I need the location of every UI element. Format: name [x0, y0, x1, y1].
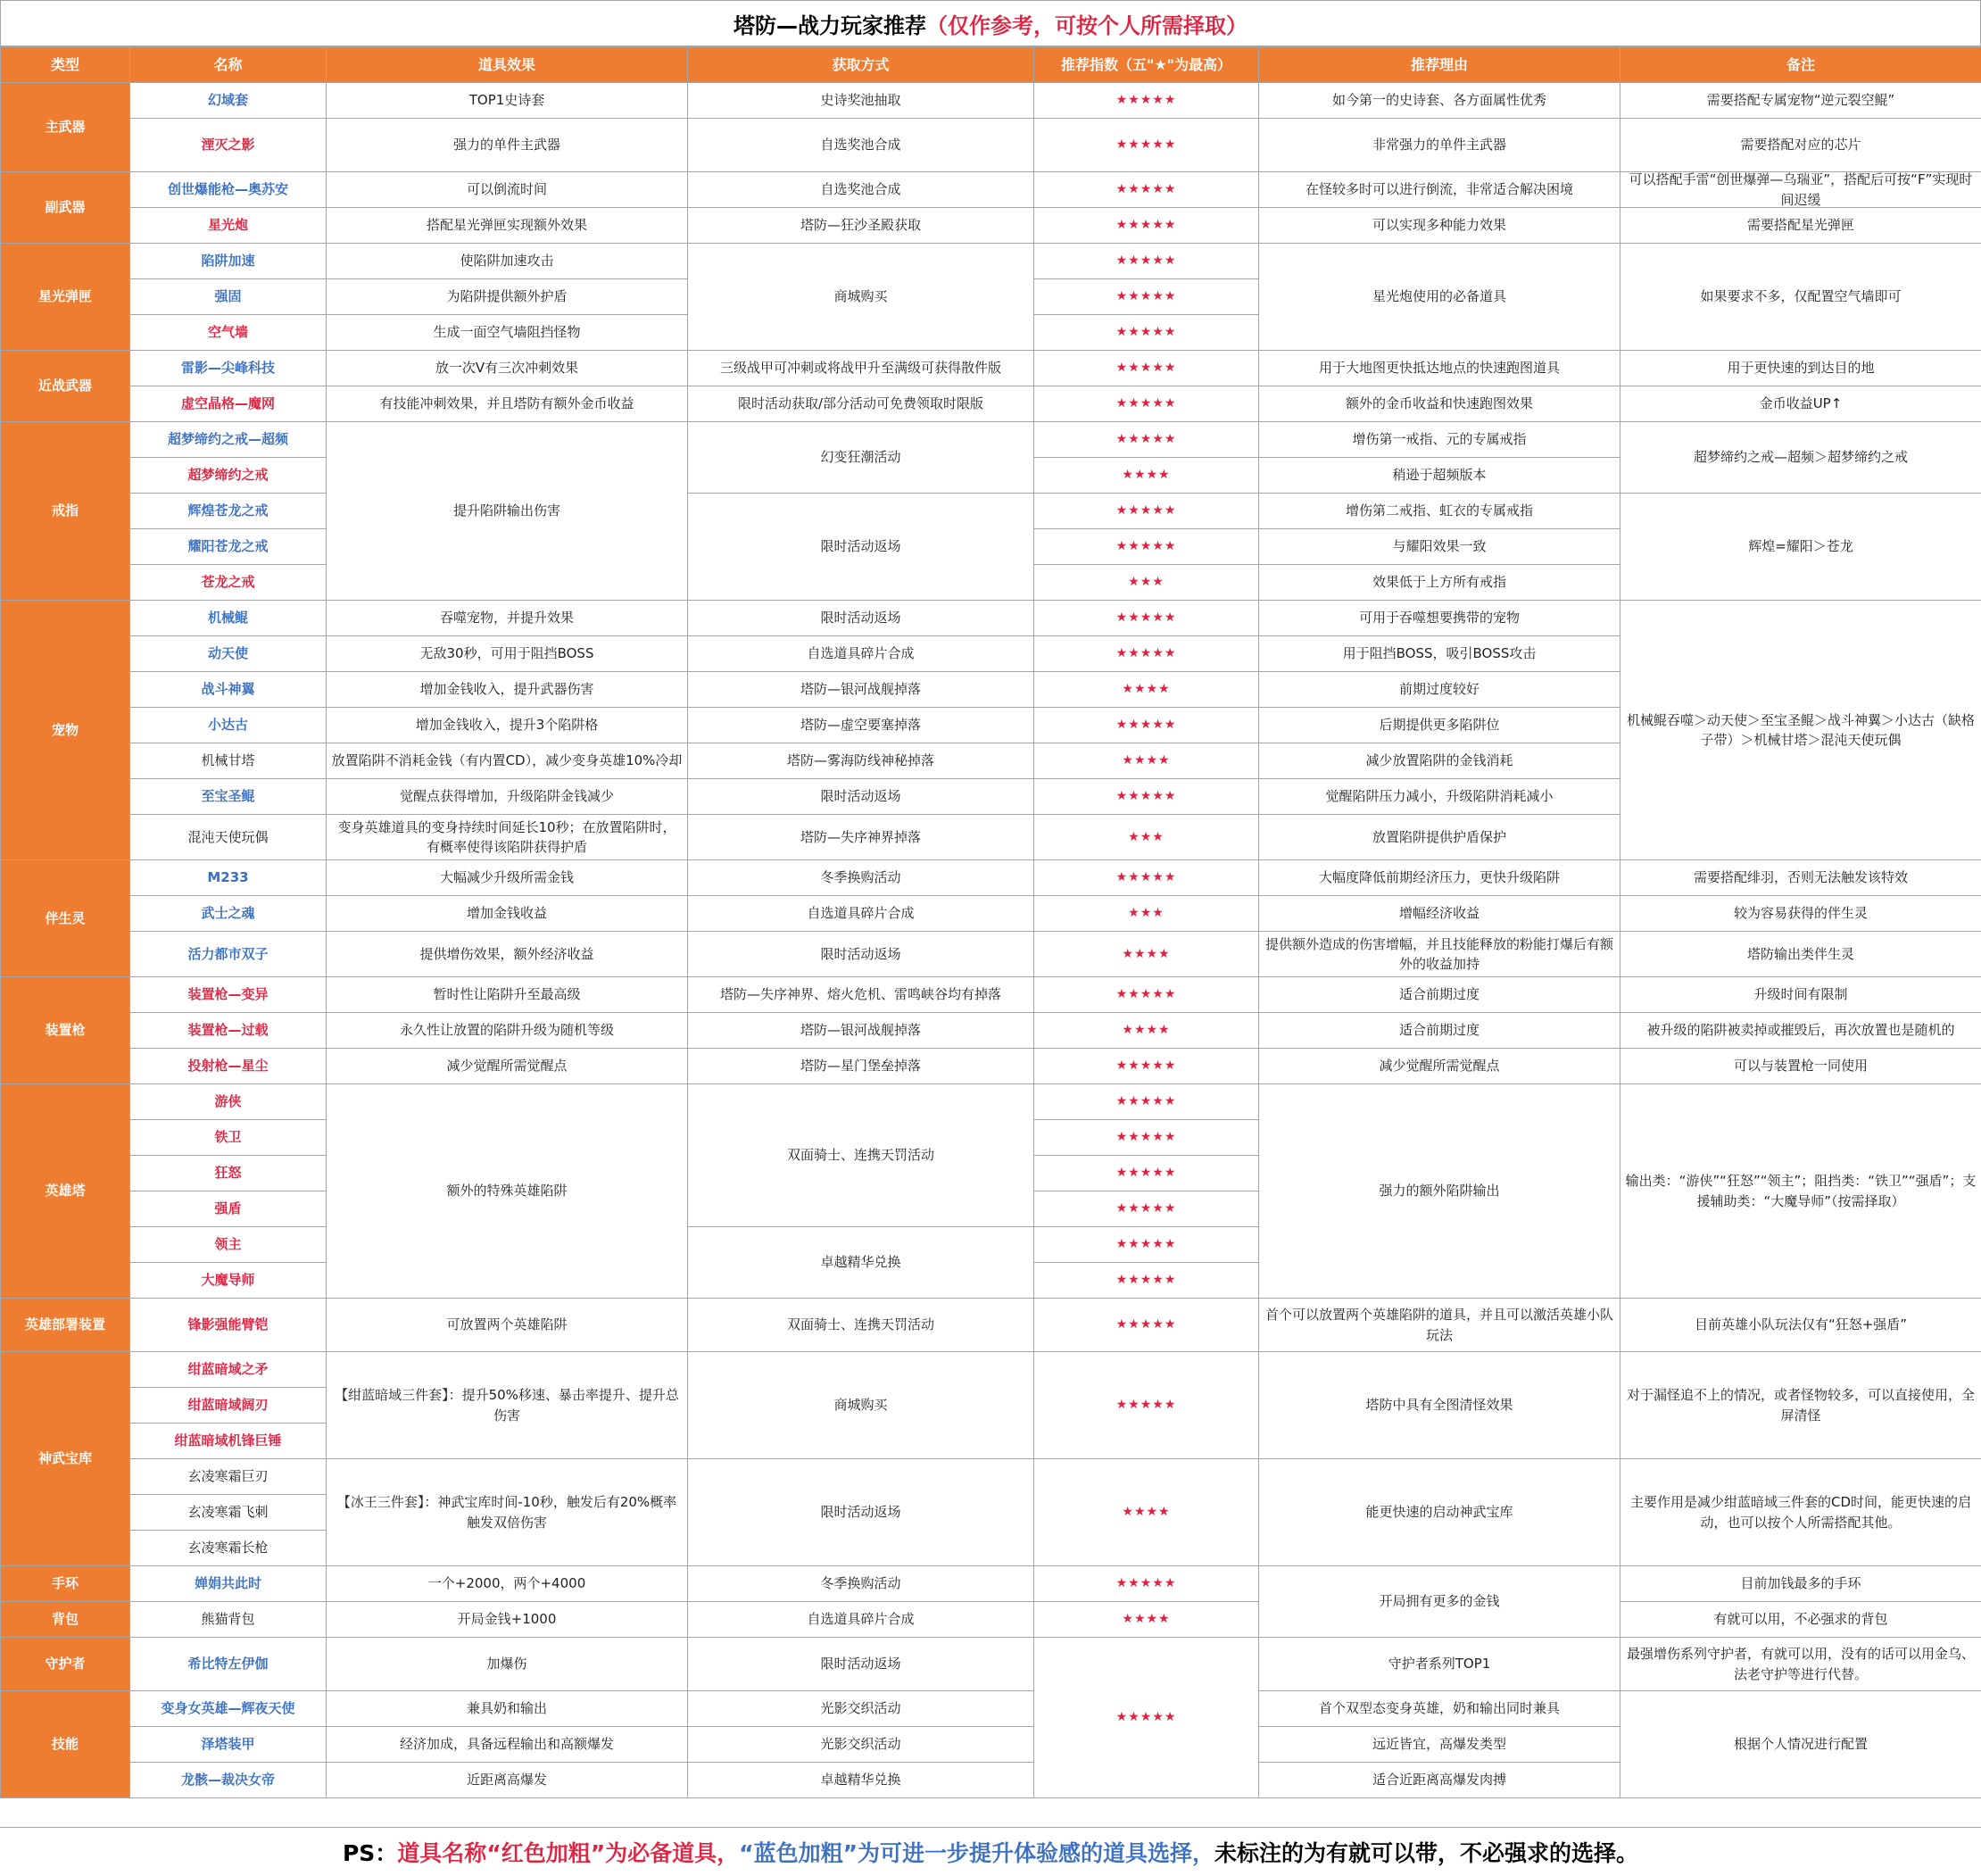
cell-source: 冬季换购活动 [688, 860, 1034, 896]
cell-rating: ★★★ [1034, 815, 1259, 860]
cell-type: 背包 [1, 1602, 130, 1638]
cell-effect: 提供增伤效果，额外经济收益 [327, 932, 688, 977]
cell-rating: ★★★★★ [1034, 1352, 1259, 1459]
cell-reason: 效果低于上方所有戒指 [1259, 565, 1620, 601]
title-main: 塔防—战力玩家推荐 [734, 12, 926, 38]
cell-name: 绀蓝暗域阔刃 [130, 1388, 327, 1424]
cell-source: 塔防—虚空要塞掉落 [688, 708, 1034, 743]
cell-effect: 搭配星光弹匣实现额外效果 [327, 208, 688, 244]
cell-source: 光影交织活动 [688, 1727, 1034, 1763]
cell-effect: 可放置两个英雄陷阱 [327, 1299, 688, 1352]
cell-reason: 守护者系列TOP1 [1259, 1638, 1620, 1691]
cell-source: 卓越精华兑换 [688, 1763, 1034, 1798]
cell-name: 变身女英雄—辉夜天使 [130, 1691, 327, 1727]
cell-remark: 塔防输出类伴生灵 [1620, 932, 1981, 977]
cell-rating: ★★★★★ [1034, 494, 1259, 529]
cell-reason: 如今第一的史诗套、各方面属性优秀 [1259, 83, 1620, 119]
cell-remark: 最强增伤系列守护者，有就可以用，没有的话可以用金乌、法老守护等进行代替。 [1620, 1638, 1981, 1691]
cell-name: 机械鲲 [130, 601, 327, 636]
cell-source: 限时活动返场 [688, 1638, 1034, 1691]
cell-remark: 输出类：“游侠”“狂怒”“领主”；阻挡类：“铁卫”“强盾”；支援辅助类：“大魔导师”（按需择取） [1620, 1084, 1981, 1299]
cell-rating: ★★★ [1034, 896, 1259, 932]
cell-source: 冬季换购活动 [688, 1566, 1034, 1602]
cell-rating: ★★★★★ [1034, 422, 1259, 458]
cell-name: 空气墙 [130, 315, 327, 351]
cell-remark: 用于更快速的到达目的地 [1620, 351, 1981, 386]
cell-source: 塔防—狂沙圣殿获取 [688, 208, 1034, 244]
cell-name: 玄凌寒霜长枪 [130, 1531, 327, 1566]
cell-remark: 机械鲲吞噬＞动天使＞至宝圣鲲＞战斗神翼＞小达古（缺格子带）＞机械甘塔＞混沌天使玩偶 [1620, 601, 1981, 860]
cell-reason: 减少觉醒所需觉醒点 [1259, 1049, 1620, 1084]
cell-remark: 主要作用是减少绀蓝暗域三件套的CD时间，能更快速的启动，也可以按个人所需搭配其他。 [1620, 1459, 1981, 1566]
cell-rating: ★★★★★ [1034, 386, 1259, 422]
cell-reason: 远近皆宜，高爆发类型 [1259, 1727, 1620, 1763]
cell-type: 技能 [1, 1691, 130, 1798]
cell-name: 苍龙之戒 [130, 565, 327, 601]
cell-name: 领主 [130, 1227, 327, 1263]
cell-reason: 减少放置陷阱的金钱消耗 [1259, 743, 1620, 779]
cell-source: 商城购买 [688, 244, 1034, 351]
cell-effect: 加爆伤 [327, 1638, 688, 1691]
cell-reason: 非常强力的单件主武器 [1259, 119, 1620, 172]
cell-rating: ★★★★★ [1034, 601, 1259, 636]
header-effect: 道具效果 [327, 47, 688, 83]
header-remark: 备注 [1620, 47, 1981, 83]
cell-name: 武士之魂 [130, 896, 327, 932]
cell-remark: 需要搭配星光弹匣 [1620, 208, 1981, 244]
cell-source: 光影交织活动 [688, 1691, 1034, 1727]
cell-remark: 较为容易获得的伴生灵 [1620, 896, 1981, 932]
cell-rating: ★★★★★ [1034, 83, 1259, 119]
cell-reason: 增伤第二戒指、虹衣的专属戒指 [1259, 494, 1620, 529]
cell-source: 自选奖池合成 [688, 119, 1034, 172]
cell-name: 辉煌苍龙之戒 [130, 494, 327, 529]
footer-blue-part: “蓝色加粗”为可进一步提升体验感的道具选择， [739, 1840, 1215, 1866]
cell-rating: ★★★★★ [1034, 315, 1259, 351]
cell-reason: 放置陷阱提供护盾保护 [1259, 815, 1620, 860]
cell-source: 商城购买 [688, 1352, 1034, 1459]
cell-effect: 【冰王三件套】：神武宝库时间-10秒，触发后有20%概率触发双倍伤害 [327, 1459, 688, 1566]
cell-rating: ★★★★★ [1034, 779, 1259, 815]
cell-effect: 使陷阱加速攻击 [327, 244, 688, 279]
cell-effect: 放一次V有三次冲刺效果 [327, 351, 688, 386]
cell-effect: 减少觉醒所需觉醒点 [327, 1049, 688, 1084]
cell-reason: 可用于吞噬想要携带的宠物 [1259, 601, 1620, 636]
cell-name: 装置枪—变异 [130, 977, 327, 1013]
cell-remark: 目前加钱最多的手环 [1620, 1566, 1981, 1602]
cell-remark: 如果要求不多，仅配置空气墙即可 [1620, 244, 1981, 351]
cell-effect: 增加金钱收入，提升3个陷阱格 [327, 708, 688, 743]
cell-remark: 需要搭配对应的芯片 [1620, 119, 1981, 172]
cell-name: 绀蓝暗域之矛 [130, 1352, 327, 1388]
cell-reason: 开局拥有更多的金钱 [1259, 1566, 1620, 1638]
cell-reason: 大幅度降低前期经济压力，更快升级陷阱 [1259, 860, 1620, 896]
cell-type: 星光弹匣 [1, 244, 130, 351]
cell-remark: 对于漏怪追不上的情况，或者怪物较多，可以直接使用，全屏清怪 [1620, 1352, 1981, 1459]
cell-remark: 可以与装置枪一同使用 [1620, 1049, 1981, 1084]
cell-source: 塔防—银河战舰掉落 [688, 672, 1034, 708]
cell-rating: ★★★★★ [1034, 977, 1259, 1013]
cell-name: 锋影强能臂铠 [130, 1299, 327, 1352]
cell-name: 战斗神翼 [130, 672, 327, 708]
footer-red-part: 道具名称“红色加粗”为必备道具， [397, 1840, 740, 1866]
cell-rating: ★★★★★ [1034, 1263, 1259, 1299]
cell-name: 装置枪—过载 [130, 1013, 327, 1049]
cell-name: 大魔导师 [130, 1263, 327, 1299]
cell-reason: 增伤第一戒指、元的专属戒指 [1259, 422, 1620, 458]
cell-rating: ★★★★★ [1034, 1049, 1259, 1084]
cell-name: 婵娟共此时 [130, 1566, 327, 1602]
cell-name: 活力都市双子 [130, 932, 327, 977]
cell-source: 限时活动获取/部分活动可免费领取时限版 [688, 386, 1034, 422]
cell-effect: 强力的单件主武器 [327, 119, 688, 172]
header-name: 名称 [130, 47, 327, 83]
cell-rating: ★★★★★ [1034, 208, 1259, 244]
footer-note [0, 1827, 1981, 1876]
cell-source: 限时活动返场 [688, 1459, 1034, 1566]
cell-reason: 适合前期过度 [1259, 977, 1620, 1013]
cell-name: 泽塔装甲 [130, 1727, 327, 1763]
cell-source: 自选道具碎片合成 [688, 1602, 1034, 1638]
cell-rating: ★★★★★ [1034, 1084, 1259, 1120]
cell-source: 塔防—雾海防线神秘掉落 [688, 743, 1034, 779]
cell-name: 机械甘塔 [130, 743, 327, 779]
cell-effect: 额外的特殊英雄陷阱 [327, 1084, 688, 1299]
cell-rating: ★★★ [1034, 565, 1259, 601]
cell-rating: ★★★★ [1034, 1459, 1259, 1566]
cell-rating: ★★★★ [1034, 743, 1259, 779]
cell-source: 塔防—失序神界、熔火危机、雷鸣峡谷均有掉落 [688, 977, 1034, 1013]
cell-rating: ★★★★★ [1034, 1299, 1259, 1352]
cell-source: 自选奖池合成 [688, 172, 1034, 208]
cell-name: 强盾 [130, 1191, 327, 1227]
cell-effect: 无敌30秒，可用于阻挡BOSS [327, 636, 688, 672]
cell-name: 湮灭之影 [130, 119, 327, 172]
cell-source: 自选道具碎片合成 [688, 636, 1034, 672]
cell-name: 强固 [130, 279, 327, 315]
cell-effect: 永久性让放置的陷阱升级为随机等级 [327, 1013, 688, 1049]
cell-effect: 增加金钱收入，提升武器伤害 [327, 672, 688, 708]
cell-effect: 为陷阱提供额外护盾 [327, 279, 688, 315]
cell-name: 星光炮 [130, 208, 327, 244]
cell-rating: ★★★★★ [1034, 244, 1259, 279]
cell-name: 创世爆能枪—奥苏安 [130, 172, 327, 208]
cell-reason: 稍逊于超频版本 [1259, 458, 1620, 494]
cell-effect: 可以倒流时间 [327, 172, 688, 208]
cell-rating: ★★★★ [1034, 932, 1259, 977]
cell-rating: ★★★★★ [1034, 279, 1259, 315]
cell-source: 限时活动返场 [688, 932, 1034, 977]
cell-remark: 辉煌=耀阳＞苍龙 [1620, 494, 1981, 601]
header-type: 类型 [1, 47, 130, 83]
cell-rating: ★★★★★ [1034, 351, 1259, 386]
cell-type: 主武器 [1, 83, 130, 172]
cell-name: 小达古 [130, 708, 327, 743]
cell-reason: 提供额外造成的伤害增幅，并且技能释放的粉能打爆后有额外的收益加持 [1259, 932, 1620, 977]
cell-type: 副武器 [1, 172, 130, 244]
cell-remark: 需要搭配绯羽，否则无法触发该特效 [1620, 860, 1981, 896]
cell-name: 动天使 [130, 636, 327, 672]
cell-rating: ★★★★★ [1034, 1156, 1259, 1191]
cell-source: 限时活动返场 [688, 779, 1034, 815]
cell-effect: 暂时性让陷阱升至最高级 [327, 977, 688, 1013]
cell-reason: 适合近距离高爆发肉搏 [1259, 1763, 1620, 1798]
cell-name: 虚空晶格—魔网 [130, 386, 327, 422]
cell-remark: 可以搭配手雷“创世爆弹—乌瑞亚”，搭配后可按“F”实现时间迟缓 [1620, 172, 1981, 208]
cell-effect: 【绀蓝暗域三件套】：提升50%移速、暴击率提升、提升总伤害 [327, 1352, 688, 1459]
cell-type: 近战武器 [1, 351, 130, 422]
cell-reason: 额外的金币收益和快速跑图效果 [1259, 386, 1620, 422]
cell-name: 超梦缔约之戒—超频 [130, 422, 327, 458]
cell-effect: 放置陷阱不消耗金钱（有内置CD），减少变身英雄10%冷却 [327, 743, 688, 779]
cell-rating: ★★★★★ [1034, 708, 1259, 743]
cell-type: 英雄部署装置 [1, 1299, 130, 1352]
cell-name: 游侠 [130, 1084, 327, 1120]
cell-name: 陷阱加速 [130, 244, 327, 279]
cell-reason: 强力的额外陷阱输出 [1259, 1084, 1620, 1299]
cell-source: 幻变狂潮活动 [688, 422, 1034, 494]
cell-rating: ★★★★★ [1034, 119, 1259, 172]
cell-rating: ★★★★★ [1034, 172, 1259, 208]
cell-rating: ★★★★ [1034, 1602, 1259, 1638]
cell-name: 铁卫 [130, 1120, 327, 1156]
cell-type: 手环 [1, 1566, 130, 1602]
cell-type: 戒指 [1, 422, 130, 601]
title-note: （仅作参考，可按个人所需择取） [926, 12, 1247, 38]
cell-name: 雷影—尖峰科技 [130, 351, 327, 386]
cell-effect: 经济加成，具备远程输出和高额爆发 [327, 1727, 688, 1763]
cell-effect: 提升陷阱输出伤害 [327, 422, 688, 601]
cell-effect: 觉醒点获得增加，升级陷阱金钱减少 [327, 779, 688, 815]
cell-effect: 有技能冲刺效果，并且塔防有额外金币收益 [327, 386, 688, 422]
cell-reason: 前期过度较好 [1259, 672, 1620, 708]
recommendation-table [0, 46, 1981, 1798]
cell-rating: ★★★★ [1034, 458, 1259, 494]
cell-effect: 近距离高爆发 [327, 1763, 688, 1798]
cell-name: M233 [130, 860, 327, 896]
cell-rating: ★★★★★ [1034, 1120, 1259, 1156]
cell-reason: 首个双型态变身英雄，奶和输出同时兼具 [1259, 1691, 1620, 1727]
cell-name: 超梦缔约之戒 [130, 458, 327, 494]
cell-rating: ★★★★★ [1034, 636, 1259, 672]
cell-reason: 首个可以放置两个英雄陷阱的道具，并且可以激活英雄小队玩法 [1259, 1299, 1620, 1352]
cell-source: 塔防—失序神界掉落 [688, 815, 1034, 860]
cell-source: 自选道具碎片合成 [688, 896, 1034, 932]
cell-name: 绀蓝暗域机锋巨锤 [130, 1424, 327, 1459]
cell-effect: 吞噬宠物，并提升效果 [327, 601, 688, 636]
cell-source: 双面骑士、连携天罚活动 [688, 1084, 1034, 1227]
cell-remark: 超梦缔约之戒—超频＞超梦缔约之戒 [1620, 422, 1981, 494]
cell-remark: 金币收益UP↑ [1620, 386, 1981, 422]
cell-rating: ★★★★★ [1034, 1191, 1259, 1227]
cell-reason: 可以实现多种能力效果 [1259, 208, 1620, 244]
cell-rating: ★★★★★ [1034, 1638, 1259, 1798]
cell-name: 玄凌寒霜巨刃 [130, 1459, 327, 1495]
cell-remark: 目前英雄小队玩法仅有“狂怒+强盾” [1620, 1299, 1981, 1352]
cell-source: 双面骑士、连携天罚活动 [688, 1299, 1034, 1352]
cell-source: 限时活动返场 [688, 601, 1034, 636]
cell-name: 狂怒 [130, 1156, 327, 1191]
cell-reason: 适合前期过度 [1259, 1013, 1620, 1049]
cell-name: 玄凌寒霜飞刺 [130, 1495, 327, 1531]
page-title [0, 0, 1981, 46]
cell-source: 卓越精华兑换 [688, 1227, 1034, 1299]
cell-type: 宠物 [1, 601, 130, 860]
cell-reason: 增幅经济收益 [1259, 896, 1620, 932]
cell-name: 耀阳苍龙之戒 [130, 529, 327, 565]
cell-source: 限时活动返场 [688, 494, 1034, 601]
cell-reason: 塔防中具有全图清怪效果 [1259, 1352, 1620, 1459]
cell-reason: 后期提供更多陷阱位 [1259, 708, 1620, 743]
cell-effect: 变身英雄道具的变身持续时间延长10秒；在放置陷阱时，有概率使得该陷阱获得护盾 [327, 815, 688, 860]
cell-name: 至宝圣鲲 [130, 779, 327, 815]
cell-rating: ★★★★★ [1034, 529, 1259, 565]
cell-source: 三级战甲可冲刺或将战甲升至满级可获得散件版 [688, 351, 1034, 386]
cell-effect: 增加金钱收益 [327, 896, 688, 932]
cell-reason: 与耀阳效果一致 [1259, 529, 1620, 565]
cell-source: 塔防—星门堡垒掉落 [688, 1049, 1034, 1084]
cell-remark: 升级时间有限制 [1620, 977, 1981, 1013]
cell-name: 投射枪—星尘 [130, 1049, 327, 1084]
cell-effect: TOP1史诗套 [327, 83, 688, 119]
cell-type: 装置枪 [1, 977, 130, 1084]
cell-reason: 觉醒陷阱压力减小，升级陷阱消耗减小 [1259, 779, 1620, 815]
cell-reason: 在怪较多时可以进行倒流，非常适合解决困境 [1259, 172, 1620, 208]
cell-rating: ★★★★★ [1034, 1566, 1259, 1602]
cell-name: 混沌天使玩偶 [130, 815, 327, 860]
footer-prefix: PS： [342, 1840, 398, 1866]
cell-name: 龙骸—裁决女帝 [130, 1763, 327, 1798]
cell-remark: 被升级的陷阱被卖掉或摧毁后，再次放置也是随机的 [1620, 1013, 1981, 1049]
cell-effect: 生成一面空气墙阻挡怪物 [327, 315, 688, 351]
cell-rating: ★★★★ [1034, 1013, 1259, 1049]
cell-rating: ★★★★★ [1034, 860, 1259, 896]
cell-remark: 有就可以用，不必强求的背包 [1620, 1602, 1981, 1638]
cell-type: 英雄塔 [1, 1084, 130, 1299]
cell-source: 史诗奖池抽取 [688, 83, 1034, 119]
cell-remark: 根据个人情况进行配置 [1620, 1691, 1981, 1798]
header-rating: 推荐指数（五"★"为最高） [1034, 47, 1259, 83]
header-reason: 推荐理由 [1259, 47, 1620, 83]
header-source: 获取方式 [688, 47, 1034, 83]
cell-remark: 需要搭配专属宠物“逆元裂空鲲” [1620, 83, 1981, 119]
cell-type: 神武宝库 [1, 1352, 130, 1566]
cell-reason: 星光炮使用的必备道具 [1259, 244, 1620, 351]
cell-effect: 开局金钱+1000 [327, 1602, 688, 1638]
cell-effect: 大幅减少升级所需金钱 [327, 860, 688, 896]
cell-reason: 用于阻挡BOSS，吸引BOSS攻击 [1259, 636, 1620, 672]
cell-reason: 能更快速的启动神武宝库 [1259, 1459, 1620, 1566]
cell-name: 幻域套 [130, 83, 327, 119]
cell-type: 守护者 [1, 1638, 130, 1691]
cell-type: 伴生灵 [1, 860, 130, 977]
cell-name: 希比特左伊伽 [130, 1638, 327, 1691]
cell-reason: 用于大地图更快抵达地点的快速跑图道具 [1259, 351, 1620, 386]
cell-name: 熊猫背包 [130, 1602, 327, 1638]
cell-rating: ★★★★ [1034, 672, 1259, 708]
cell-effect: 兼具奶和输出 [327, 1691, 688, 1727]
footer-rest: 未标注的为有就可以带，不必强求的选择。 [1214, 1840, 1639, 1866]
cell-rating: ★★★★★ [1034, 1227, 1259, 1263]
cell-source: 塔防—银河战舰掉落 [688, 1013, 1034, 1049]
cell-effect: 一个+2000，两个+4000 [327, 1566, 688, 1602]
